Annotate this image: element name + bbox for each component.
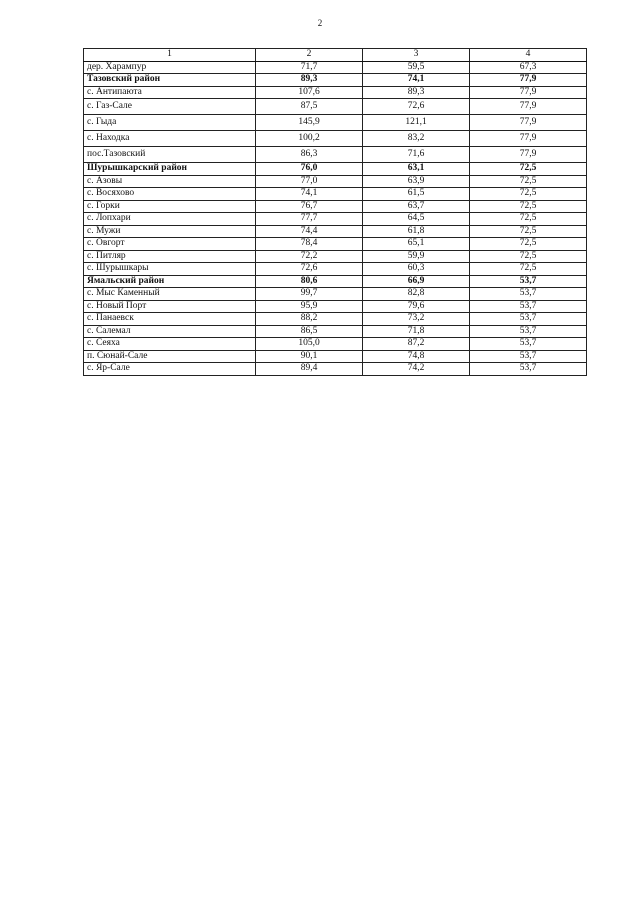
- value-col2-cell: 78,4: [256, 238, 363, 251]
- column-header-1: 1: [84, 49, 256, 62]
- settlement-name-cell: с. Горки: [84, 200, 256, 213]
- value-col2-cell: 99,7: [256, 288, 363, 301]
- value-col3-cell: 66,9: [363, 275, 470, 288]
- value-col3-cell: 87,2: [363, 338, 470, 351]
- value-col3-cell: 89,3: [363, 86, 470, 99]
- value-col2-cell: 76,0: [256, 163, 363, 176]
- table-row: [84, 313, 587, 326]
- value-col3-cell: 63,7: [363, 200, 470, 213]
- settlement-name-cell: с. Восяхово: [84, 188, 256, 201]
- settlement-name-cell: с. Питляр: [84, 250, 256, 263]
- value-col4-cell: 53,7: [470, 325, 587, 338]
- settlement-name-cell: с. Гыда: [84, 115, 256, 131]
- value-col4-cell: 72,5: [470, 238, 587, 251]
- table-row: [84, 338, 587, 351]
- settlement-name-cell: с. Шурышкары: [84, 263, 256, 276]
- value-col4-cell: 53,7: [470, 350, 587, 363]
- value-col2-cell: 74,4: [256, 225, 363, 238]
- value-col4-cell: 77,9: [470, 86, 587, 99]
- value-col4-cell: 53,7: [470, 275, 587, 288]
- page-number: 2: [317, 18, 323, 28]
- table-row: [84, 300, 587, 313]
- value-col4-cell: 67,3: [470, 61, 587, 74]
- settlement-name-cell: Тазовский район: [84, 74, 256, 87]
- table-body: [84, 61, 587, 375]
- header-row: [84, 49, 587, 62]
- settlement-name-cell: дер. Харампур: [84, 61, 256, 74]
- value-col3-cell: 74,8: [363, 350, 470, 363]
- value-col4-cell: 72,5: [470, 175, 587, 188]
- settlement-name-cell: Ямальский район: [84, 275, 256, 288]
- value-col4-cell: 72,5: [470, 200, 587, 213]
- value-col4-cell: 72,5: [470, 188, 587, 201]
- value-col3-cell: 65,1: [363, 238, 470, 251]
- table-row: [84, 200, 587, 213]
- table-row: [84, 213, 587, 226]
- value-col2-cell: 90,1: [256, 350, 363, 363]
- value-col4-cell: 77,9: [470, 115, 587, 131]
- settlement-name-cell: с. Сеяха: [84, 338, 256, 351]
- value-col2-cell: 86,3: [256, 147, 363, 163]
- value-col3-cell: 71,8: [363, 325, 470, 338]
- settlement-name-cell: с. Лопхари: [84, 213, 256, 226]
- value-col4-cell: 77,9: [470, 147, 587, 163]
- value-col4-cell: 77,9: [470, 131, 587, 147]
- value-col2-cell: 71,7: [256, 61, 363, 74]
- value-col2-cell: 76,7: [256, 200, 363, 213]
- value-col2-cell: 95,9: [256, 300, 363, 313]
- table-row: [84, 263, 587, 276]
- value-col3-cell: 59,9: [363, 250, 470, 263]
- table-row: [84, 115, 587, 131]
- district-row: [84, 163, 587, 176]
- settlement-name-cell: пос.Тазовский: [84, 147, 256, 163]
- district-row: [84, 275, 587, 288]
- settlement-name-cell: Шурышкарский район: [84, 163, 256, 176]
- value-col2-cell: 72,2: [256, 250, 363, 263]
- settlement-name-cell: с. Мыс Каменный: [84, 288, 256, 301]
- value-col3-cell: 83,2: [363, 131, 470, 147]
- value-col3-cell: 64,5: [363, 213, 470, 226]
- settlement-name-cell: с. Находка: [84, 131, 256, 147]
- value-col3-cell: 121,1: [363, 115, 470, 131]
- value-col2-cell: 145,9: [256, 115, 363, 131]
- settlement-name-cell: с. Панаевск: [84, 313, 256, 326]
- table-row: [84, 61, 587, 74]
- value-col4-cell: 77,9: [470, 74, 587, 87]
- value-col4-cell: 72,5: [470, 225, 587, 238]
- table-row: [84, 238, 587, 251]
- value-col2-cell: 74,1: [256, 188, 363, 201]
- value-col2-cell: 77,0: [256, 175, 363, 188]
- table-row: [84, 86, 587, 99]
- value-col2-cell: 72,6: [256, 263, 363, 276]
- value-col3-cell: 82,8: [363, 288, 470, 301]
- table-row: [84, 288, 587, 301]
- value-col3-cell: 59,5: [363, 61, 470, 74]
- value-col4-cell: 53,7: [470, 288, 587, 301]
- table-row: [84, 175, 587, 188]
- value-col3-cell: 74,2: [363, 363, 470, 376]
- table-row: [84, 188, 587, 201]
- value-col2-cell: 89,3: [256, 74, 363, 87]
- value-col3-cell: 63,9: [363, 175, 470, 188]
- value-col3-cell: 72,6: [363, 99, 470, 115]
- value-col3-cell: 71,6: [363, 147, 470, 163]
- value-col3-cell: 73,2: [363, 313, 470, 326]
- column-header-4: 4: [470, 49, 587, 62]
- table-row: [84, 225, 587, 238]
- table-row: [84, 250, 587, 263]
- value-col2-cell: 100,2: [256, 131, 363, 147]
- value-col3-cell: 74,1: [363, 74, 470, 87]
- value-col2-cell: 107,6: [256, 86, 363, 99]
- value-col3-cell: 61,5: [363, 188, 470, 201]
- value-col4-cell: 72,5: [470, 213, 587, 226]
- table-row: [84, 131, 587, 147]
- value-col4-cell: 72,5: [470, 250, 587, 263]
- value-col4-cell: 53,7: [470, 363, 587, 376]
- table-header: [84, 49, 587, 62]
- value-col3-cell: 79,6: [363, 300, 470, 313]
- value-col4-cell: 72,5: [470, 263, 587, 276]
- district-row: [84, 74, 587, 87]
- value-col4-cell: 53,7: [470, 338, 587, 351]
- value-col3-cell: 63,1: [363, 163, 470, 176]
- value-col2-cell: 105,0: [256, 338, 363, 351]
- table-row: [84, 325, 587, 338]
- settlement-name-cell: с. Азовы: [84, 175, 256, 188]
- value-col4-cell: 77,9: [470, 99, 587, 115]
- value-col3-cell: 60,3: [363, 263, 470, 276]
- settlement-name-cell: с. Антипаюта: [84, 86, 256, 99]
- settlement-name-cell: с. Салемал: [84, 325, 256, 338]
- table-row: [84, 350, 587, 363]
- table-row: [84, 147, 587, 163]
- settlement-name-cell: п. Сюнай-Сале: [84, 350, 256, 363]
- value-col4-cell: 53,7: [470, 300, 587, 313]
- value-col2-cell: 80,6: [256, 275, 363, 288]
- value-col2-cell: 88,2: [256, 313, 363, 326]
- value-col2-cell: 77,7: [256, 213, 363, 226]
- column-header-3: 3: [363, 49, 470, 62]
- data-table: [83, 48, 587, 376]
- settlement-name-cell: с. Яр-Сале: [84, 363, 256, 376]
- settlement-name-cell: с. Овгорт: [84, 238, 256, 251]
- value-col2-cell: 89,4: [256, 363, 363, 376]
- value-col3-cell: 61,8: [363, 225, 470, 238]
- value-col4-cell: 72,5: [470, 163, 587, 176]
- table-row: [84, 99, 587, 115]
- settlement-name-cell: с. Мужи: [84, 225, 256, 238]
- value-col4-cell: 53,7: [470, 313, 587, 326]
- table-row: [84, 363, 587, 376]
- column-header-2: 2: [256, 49, 363, 62]
- value-col2-cell: 87,5: [256, 99, 363, 115]
- settlement-name-cell: с. Новый Порт: [84, 300, 256, 313]
- settlement-name-cell: с. Газ-Сале: [84, 99, 256, 115]
- value-col2-cell: 86,5: [256, 325, 363, 338]
